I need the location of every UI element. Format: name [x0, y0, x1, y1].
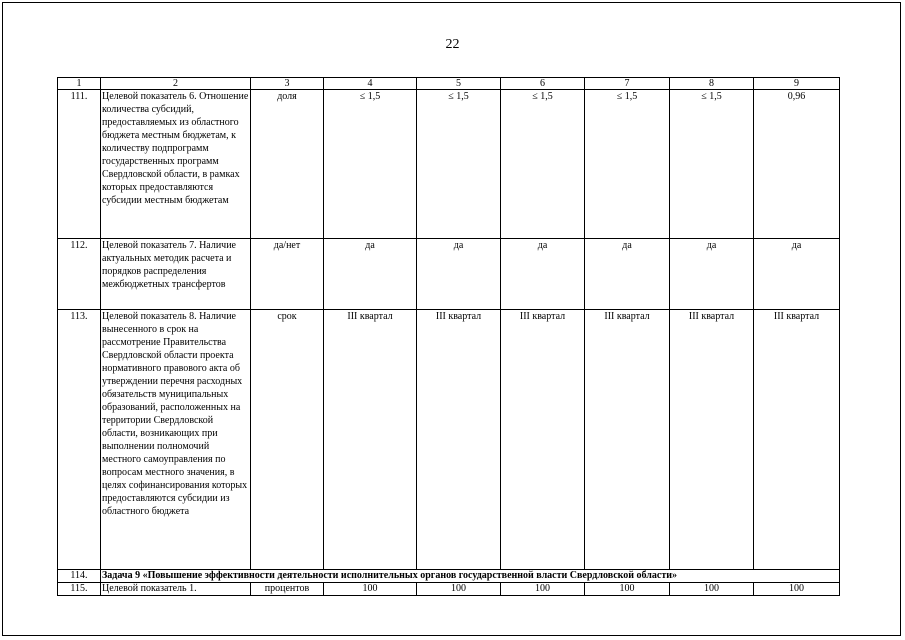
value-cell: III квартал — [754, 310, 840, 570]
value-cell: ≤ 1,5 — [324, 90, 417, 239]
column-header: 4 — [324, 78, 417, 90]
value-cell: 100 — [417, 583, 501, 596]
row-number: 113. — [58, 310, 101, 570]
table-header-row — [58, 78, 840, 90]
value-cell: да — [754, 239, 840, 310]
indicators-table — [57, 77, 840, 596]
indicator-name: Целевой показатель 6. Отношение количества субсидий, предоставляемых из областного бюджета местным бюджетам, к количеству подпрограмм государственных программ Свердловской области, в рамках которых предоставляются субсидии местным бюджетам — [101, 90, 251, 239]
value-cell: 0,96 — [754, 90, 840, 239]
task-heading: Задача 9 «Повышение эффективности деятельности исполнительных органов государственной власти Свердловской области» — [101, 570, 840, 583]
page-number: 22 — [445, 37, 460, 52]
value-cell: III квартал — [417, 310, 501, 570]
table-row — [58, 239, 840, 310]
indicator-name: Целевой показатель 8. Наличие вынесенного в срок на рассмотрение Правительства Свердловской области проекта нормативного правового акта об утверждении перечня расходных обязательств муниципальных образований, расположенных на территории Свердловской области, возникающих при выполнении полномочий местного самоуправления по вопросам местного значения, в целях софинансирования которых предоставляются субсидии из областного бюджета — [101, 310, 251, 570]
value-cell: ≤ 1,5 — [585, 90, 670, 239]
value-cell: 100 — [585, 583, 670, 596]
table-row — [58, 310, 840, 570]
value-cell: да — [670, 239, 754, 310]
unit-cell: да/нет — [251, 239, 324, 310]
column-header: 2 — [101, 78, 251, 90]
value-cell: ≤ 1,5 — [501, 90, 585, 239]
value-cell: 100 — [670, 583, 754, 596]
column-header: 9 — [754, 78, 840, 90]
column-header: 7 — [585, 78, 670, 90]
value-cell: III квартал — [585, 310, 670, 570]
value-cell: ≤ 1,5 — [670, 90, 754, 239]
column-header: 3 — [251, 78, 324, 90]
unit-cell: процентов — [251, 583, 324, 596]
task-row — [58, 570, 840, 583]
value-cell: да — [417, 239, 501, 310]
value-cell: III квартал — [670, 310, 754, 570]
value-cell: 100 — [501, 583, 585, 596]
unit-cell: срок — [251, 310, 324, 570]
column-header: 5 — [417, 78, 501, 90]
row-number: 114. — [58, 570, 101, 583]
value-cell: ≤ 1,5 — [417, 90, 501, 239]
table-row — [58, 583, 840, 596]
value-cell: 100 — [754, 583, 840, 596]
column-header: 6 — [501, 78, 585, 90]
column-header: 1 — [58, 78, 101, 90]
indicator-name: Целевой показатель 1. — [101, 583, 251, 596]
value-cell: III квартал — [324, 310, 417, 570]
row-number: 115. — [58, 583, 101, 596]
table-row — [58, 90, 840, 239]
row-number: 111. — [58, 90, 101, 239]
row-number: 112. — [58, 239, 101, 310]
value-cell: 100 — [324, 583, 417, 596]
unit-cell: доля — [251, 90, 324, 239]
indicator-name: Целевой показатель 7. Наличие актуальных методик расчета и порядков распределения межбюджетных трансфертов — [101, 239, 251, 310]
value-cell: да — [501, 239, 585, 310]
value-cell: да — [324, 239, 417, 310]
value-cell: да — [585, 239, 670, 310]
column-header: 8 — [670, 78, 754, 90]
value-cell: III квартал — [501, 310, 585, 570]
